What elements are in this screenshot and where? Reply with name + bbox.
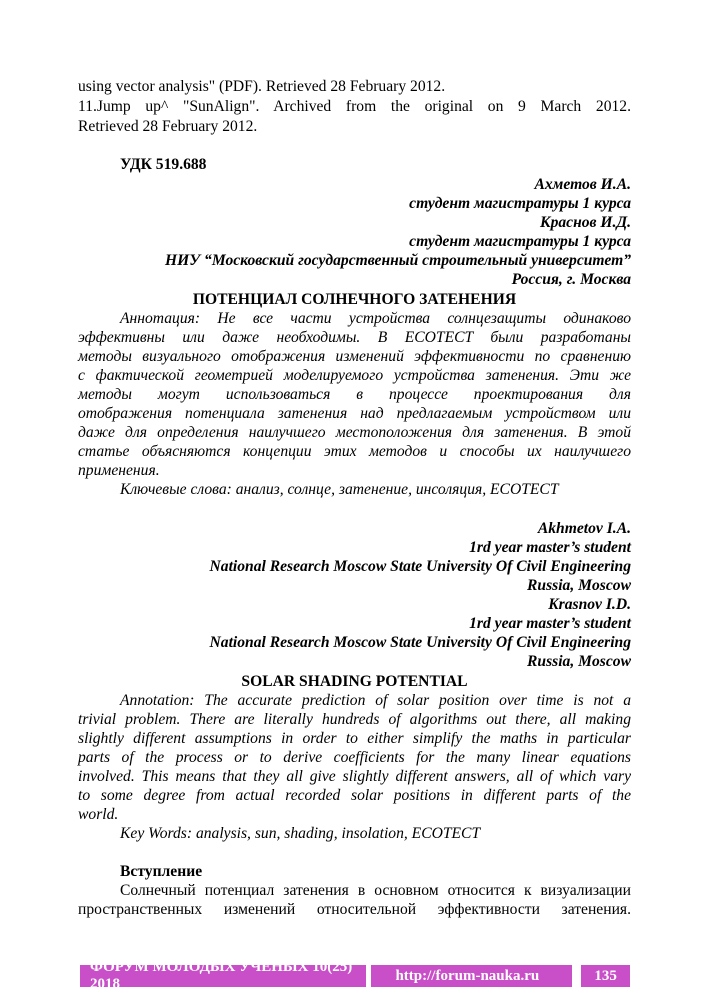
author-location: Russia, Moscow [527,577,631,594]
page-number: 135 [581,965,630,987]
author-affiliation: National Research Moscow State University Of Civil Engineering [209,558,631,575]
article-title-en: SOLAR SHADING POTENTIAL [241,673,468,690]
abstract-line-ru: отображения потенциала затенения над предлагаемым устройством или [78,405,631,422]
abstract-line-en: slightly different assumptions in order to either simplify the maths in particular [78,730,631,747]
author-affiliation: НИУ “Московский государственный строительный университет” [165,252,631,269]
reference-line: 11.Jump up^ "SunAlign". Archived from the original on 9 March 2012. [78,98,631,115]
abstract-line-ru: статье объясняются концепции этих методов и способы их наилучшего [78,443,631,460]
abstract-line-ru: методы визуального отображения изменений эффективности по сравнению [78,348,631,365]
abstract-line-ru: эффективны или даже необходимы. В ECOTECT были разработаны [78,329,631,346]
page-footer [80,959,630,992]
author-name: Краснов И.Д. [540,214,631,231]
reference-line: Retrieved 28 February 2012. [78,118,258,135]
author-position: 1rd year master’s student [469,615,631,632]
author-name: Krasnov I.D. [548,596,631,613]
article-title-ru: ПОТЕНЦИАЛ СОЛНЕЧНОГО ЗАТЕНЕНИЯ [192,291,517,308]
author-name: Akhmetov I.A. [537,520,631,537]
keywords-ru: Ключевые слова: анализ, солнце, затенение, инсоляция, ECOTECT [120,481,559,498]
author-position: студент магистратуры 1 курса [409,233,631,250]
footer-journal-title: ФОРУМ МОЛОДЫХ УЧЕНЫХ 10(25) 2018 [80,965,366,987]
abstract-line-ru: даже для определения наилучшего местоположения для затенения. В этой [78,424,631,441]
abstract-line-en: Annotation: The accurate prediction of solar position over time is not a [120,692,631,709]
body-line: пространственных изменений относительной эффективности затенения. [78,901,631,918]
abstract-line-ru: применения. [78,462,160,479]
author-affiliation: National Research Moscow State University Of Civil Engineering [209,634,631,651]
abstract-line-en: involved. This means that they all give slightly different answers, all of which vary [78,768,631,785]
abstract-line-ru: методы могут использоваться в процессе проектирования для [78,386,631,403]
abstract-line-en: trivial problem. There are literally hundreds of algorithms out there, all making [78,711,631,728]
author-position: 1rd year master’s student [469,539,631,556]
footer-url-link[interactable]: http://forum-nauka.ru [371,965,571,987]
author-name: Ахметов И.А. [534,176,631,193]
udk-code: УДК 519.688 [120,156,207,173]
reference-line: using vector analysis" (PDF). Retrieved 28 February 2012. [78,78,446,95]
author-position: студент магистратуры 1 курса [409,195,631,212]
abstract-line-en: parts of the process or to derive coefficients for the many linear equations [78,749,631,766]
abstract-line-ru: с фактической геометрией моделируемого устройства затенения. Эти же [78,367,631,384]
body-line: Солнечный потенциал затенения в основном относится к визуализации [120,882,631,899]
section-heading: Вступление [120,863,203,880]
keywords-en: Key Words: analysis, sun, shading, insolation, ECOTECT [120,825,481,842]
author-location: Russia, Moscow [527,653,631,670]
abstract-line-en: to some degree from actual recorded solar positions in different parts of the [78,787,631,804]
abstract-line-ru: Аннотация: Не все части устройства солнцезащиты одинаково [120,310,631,327]
abstract-line-en: world. [78,806,119,823]
author-location: Россия, г. Москва [511,271,631,288]
